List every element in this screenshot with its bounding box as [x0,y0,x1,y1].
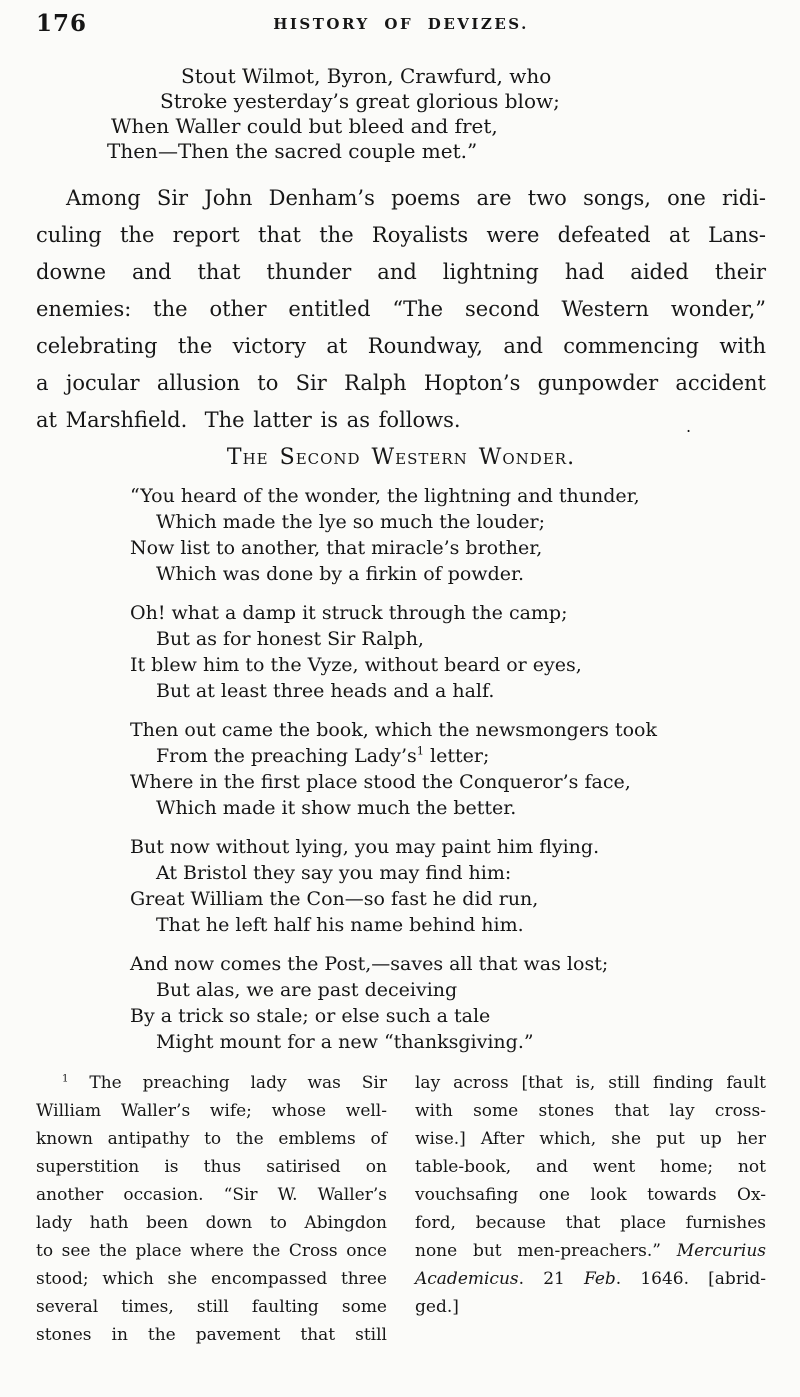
text-line: at Marshfield. The latter is as follows. [36,408,461,432]
running-header: HISTORY OF DEVIZES. [273,15,529,33]
text-line: culing the report that the Royalists were defeated at Lans- [36,223,766,247]
text-line: But alas, we are past deceiving [156,979,458,1001]
text-line: Which made the lye so much the louder; [156,511,545,533]
poem-stanza [36,600,766,704]
text-line: At Bristol they say you may find him: [156,862,512,884]
text-line: Oh! what a damp it struck through the camp; [130,602,568,624]
text-line: known antipathy to the emblems of [36,1129,387,1149]
text-line: Stout Wilmot, Byron, Crawfurd, who [181,64,552,88]
footnote [36,1069,766,1349]
text-line: a jocular allusion to Sir Ralph Hopton’s gunpowder accident [36,371,766,395]
text-line: downe and that thunder and lightning had aided their [36,260,766,284]
text-line: to see the place where the Cross once [36,1241,387,1261]
text-line: Might mount for a new “thanksgiving.” [156,1031,534,1053]
page-number: 176 [36,10,88,37]
text-line: But as for honest Sir Ralph, [156,628,424,650]
text-line: “You heard of the wonder, the lightning and thunder, [130,485,640,507]
text-line: ford, because that place furnishes [415,1213,766,1233]
text-line: with some stones that lay cross- [415,1101,766,1121]
text-line: But now without lying, you may paint him flying. [130,836,600,858]
text-line: That he left half his name behind him. [156,914,524,936]
text-line: lady hath been down to Abingdon [36,1213,387,1233]
text-line: stood; which she encompassed three [36,1269,387,1289]
text-line: Now list to another, that miracle’s brother, [130,537,543,559]
text-line: Great William the Con—so fast he did run, [130,888,539,910]
poem-stanza [36,951,766,1055]
text-line: When Waller could but bleed and fret, [111,114,498,138]
text-line: And now comes the Post,—saves all that was lost; [130,953,609,975]
text-line: vouchsafing one look towards Ox- [415,1185,766,1205]
text-line: another occasion. “Sir W. Waller’s [36,1185,387,1205]
text-line: several times, still faulting some [36,1297,387,1317]
text-line: Which was done by a firkin of powder. [156,563,525,585]
text-line: $^1$ The preaching lady was Sir [62,1073,387,1093]
text-line: From the preaching $Lady’s^1$ letter; [156,743,490,767]
text-line: Where in the first place stood the Conqueror’s face, [130,771,631,793]
text-line: But at least three heads and a half. [156,680,495,702]
text-line: Then—Then the sacred couple met.” [107,139,478,163]
text-line: stones in the pavement that still [36,1325,387,1345]
opening-verse [36,64,766,164]
text-line: Stroke yesterday’s great glorious blow; [160,89,560,113]
text-line: enemies: the other entitled “The second Western wonder,” [36,297,766,321]
poem-stanza [36,834,766,938]
footnote-right-column [415,1069,766,1349]
text-line: superstition is thus satirised on [36,1157,387,1177]
poem [36,483,766,1055]
text-line: By a trick so stale; or else such a tale [130,1005,491,1027]
text-line: Academicus. 21 Feb. 1646. [abrid- [415,1269,767,1289]
text-line: It blew him to the Vyze, without beard or eyes, [130,654,582,676]
text-line: table-book, and went home; not [415,1157,766,1177]
page-header [36,10,766,40]
stray-ink-dot: . [686,417,692,436]
text-line: none but men-preachers.” Mercurius [415,1241,766,1261]
poem-stanza [36,717,766,821]
footnote-left-column [36,1069,387,1349]
main-paragraph [36,180,766,439]
text-line: William Waller’s wife; whose well- [36,1101,387,1121]
text-line: ged.] [415,1297,459,1317]
poem-stanza [36,483,766,587]
text-line: Among Sir John Denham’s poems are two songs, one ridi- [66,186,766,210]
text-line: lay across [that is, still finding fault [415,1073,766,1093]
text-line: Which made it show much the better. [156,797,517,819]
text-line: Then out came the book, which the newsmongers took [130,719,657,741]
text-line: celebrating the victory at Roundway, and commencing with [36,334,766,358]
poem-title: The Second Western Wonder. [226,445,576,470]
text-line: wise.] After which, she put up her [415,1129,766,1149]
